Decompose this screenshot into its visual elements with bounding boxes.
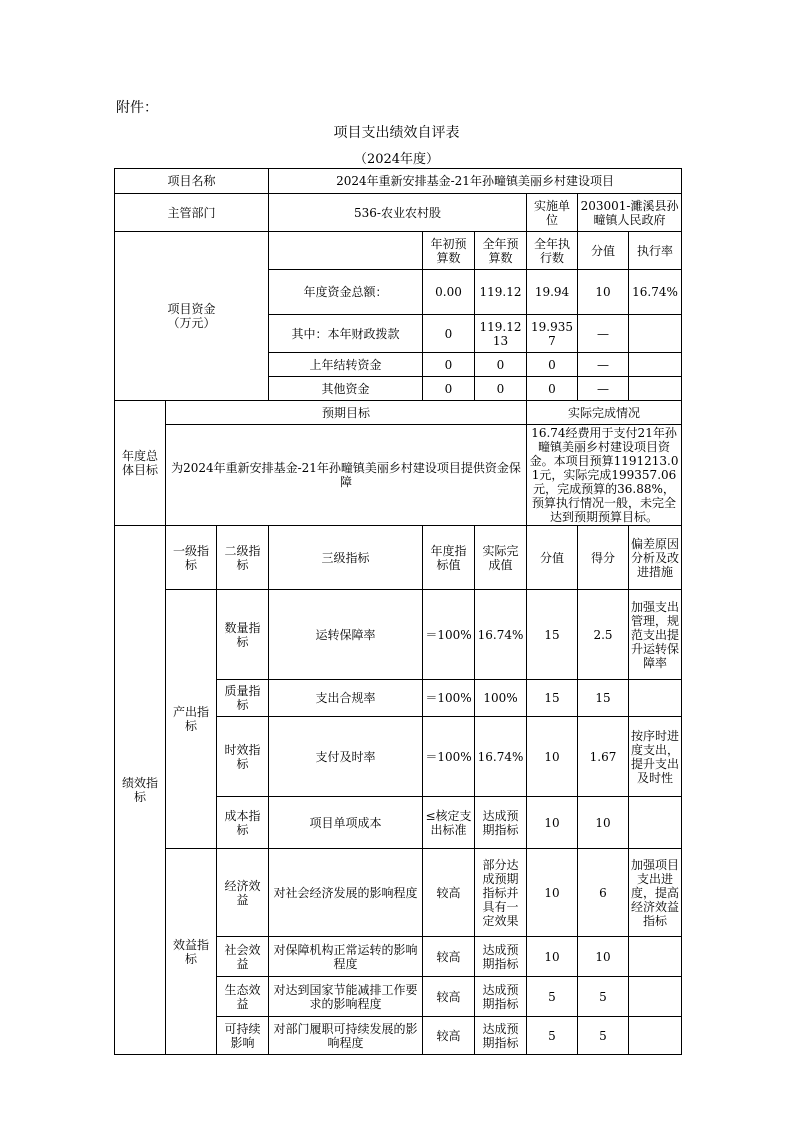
deviation-reason: [629, 937, 682, 977]
project-name: 2024年重新安排基金-21年孙疃镇美丽乡村建设项目: [269, 169, 682, 194]
dept-value: 536-农业农村股: [269, 194, 527, 232]
actual-value: 部分达成预期指标并具有一定效果: [475, 849, 527, 937]
target-value: 较高: [423, 937, 475, 977]
funds-header-cell: 年初预算数: [423, 232, 475, 270]
target-value: ≤核定支出标准: [423, 797, 475, 849]
deviation-reason: 按序时进度支出，提升支出及时性: [629, 717, 682, 797]
attachment-label: 附件：: [116, 100, 158, 116]
impl-value: 203001-濉溪县孙疃镇人民政府: [578, 194, 682, 232]
level2-indicator: 经济效益: [217, 849, 269, 937]
actual-goal-header: 实际完成情况: [527, 401, 682, 425]
year-label: （2024年度）: [353, 152, 440, 167]
score-full: 15: [527, 680, 578, 717]
funds-cell: 119.1213: [475, 315, 527, 353]
funds-row-name: 其中：本年财政拨款: [269, 315, 423, 353]
funds-cell: 0: [527, 353, 578, 377]
level3-indicator: 对保障机构正常运转的影响程度: [269, 937, 423, 977]
deviation-reason: [629, 1017, 682, 1055]
target-value: ＝100%: [423, 590, 475, 680]
funds-row-name: 上年结转资金: [269, 353, 423, 377]
score: 10: [578, 937, 629, 977]
funds-cell: 19.94: [527, 270, 578, 315]
perf-label: 绩效指标: [115, 526, 166, 1055]
funds-cell: 0: [423, 315, 475, 353]
perf-header-cell: 实际完成值: [475, 526, 527, 590]
funds-cell: [629, 353, 682, 377]
level2-indicator: 生态效益: [217, 977, 269, 1017]
funds-cell: —: [578, 353, 629, 377]
score: 5: [578, 977, 629, 1017]
funds-label: 项目资金 （万元）: [115, 232, 269, 401]
perf-header-cell: 一级指标: [166, 526, 217, 590]
target-value: ＝100%: [423, 717, 475, 797]
funds-cell: 0: [475, 353, 527, 377]
funds-cell: 119.12: [475, 270, 527, 315]
deviation-reason: 加强支出管理，规范支出提升运转保障率: [629, 590, 682, 680]
deviation-reason: 加强项目支出进度，提高经济效益指标: [629, 849, 682, 937]
score-full: 15: [527, 590, 578, 680]
funds-cell: [629, 377, 682, 401]
funds-cell: 0: [423, 353, 475, 377]
actual-value: 达成预期指标: [475, 937, 527, 977]
score: 2.5: [578, 590, 629, 680]
score: 6: [578, 849, 629, 937]
funds-header-blank: [269, 232, 423, 270]
level3-indicator: 运转保障率: [269, 590, 423, 680]
perf-header-cell: 偏差原因分析及改进措施: [629, 526, 682, 590]
score: 15: [578, 680, 629, 717]
funds-cell: [629, 315, 682, 353]
funds-cell: 16.74%: [629, 270, 682, 315]
deviation-reason: [629, 680, 682, 717]
level2-indicator: 可持续影响: [217, 1017, 269, 1055]
goals-label: 年度总体目标: [115, 401, 166, 526]
funds-header-cell: 全年执行数: [527, 232, 578, 270]
page-title: 项目支出绩效自评表: [333, 125, 460, 141]
evaluation-table: [114, 168, 682, 1055]
funds-cell: —: [578, 377, 629, 401]
actual-value: 达成预期指标: [475, 1017, 527, 1055]
level2-indicator: 时效指标: [217, 717, 269, 797]
score: 5: [578, 1017, 629, 1055]
actual-value: 100%: [475, 680, 527, 717]
level2-indicator: 数量指标: [217, 590, 269, 680]
actual-value: 16.74%: [475, 717, 527, 797]
score: 1.67: [578, 717, 629, 797]
level3-indicator: 支付及时率: [269, 717, 423, 797]
actual-goal: 16.74经费用于支付21年孙疃镇美丽乡村建设项目资金。本项目预算1191213.01元，实际完成199357.06元，完成预算的36.88%，预算执行情况一般，未完全达到预期预算目标。: [527, 425, 682, 526]
funds-row-name: 年度资金总额：: [269, 270, 423, 315]
funds-cell: 0: [475, 377, 527, 401]
score-full: 10: [527, 849, 578, 937]
level3-indicator: 对社会经济发展的影响程度: [269, 849, 423, 937]
perf-header-cell: 分值: [527, 526, 578, 590]
funds-cell: 10: [578, 270, 629, 315]
target-value: ＝100%: [423, 680, 475, 717]
perf-row: [115, 849, 682, 937]
funds-cell: 0.00: [423, 270, 475, 315]
level2-indicator: 成本指标: [217, 797, 269, 849]
deviation-reason: [629, 977, 682, 1017]
actual-value: 达成预期指标: [475, 977, 527, 1017]
target-value: 较高: [423, 849, 475, 937]
score-full: 10: [527, 937, 578, 977]
funds-cell: 19.9357: [527, 315, 578, 353]
score-full: 10: [527, 717, 578, 797]
funds-header-cell: 全年预算数: [475, 232, 527, 270]
score: 10: [578, 797, 629, 849]
level3-indicator: 支出合规率: [269, 680, 423, 717]
funds-row-name: 其他资金: [269, 377, 423, 401]
level3-indicator: 对达到国家节能减排工作要求的影响程度: [269, 977, 423, 1017]
project-name-label: 项目名称: [115, 169, 269, 194]
target-value: 较高: [423, 1017, 475, 1055]
level2-indicator: 质量指标: [217, 680, 269, 717]
perf-header-cell: 二级指标: [217, 526, 269, 590]
level1-indicator: 效益指标: [166, 849, 217, 1055]
expected-goal: 为2024年重新安排基金-21年孙疃镇美丽乡村建设项目提供资金保障: [166, 425, 527, 526]
perf-header-cell: 年度指标值: [423, 526, 475, 590]
level2-indicator: 社会效益: [217, 937, 269, 977]
expected-goal-header: 预期目标: [166, 401, 527, 425]
level3-indicator: 项目单项成本: [269, 797, 423, 849]
level3-indicator: 对部门履职可持续发展的影响程度: [269, 1017, 423, 1055]
perf-header-cell: 三级指标: [269, 526, 423, 590]
perf-row: [115, 590, 682, 680]
funds-cell: 0: [423, 377, 475, 401]
funds-header-cell: 执行率: [629, 232, 682, 270]
dept-label: 主管部门: [115, 194, 269, 232]
funds-header-cell: 分值: [578, 232, 629, 270]
perf-header-cell: 得分: [578, 526, 629, 590]
funds-cell: 0: [527, 377, 578, 401]
score-full: 10: [527, 797, 578, 849]
target-value: 较高: [423, 977, 475, 1017]
actual-value: 达成预期指标: [475, 797, 527, 849]
score-full: 5: [527, 1017, 578, 1055]
score-full: 5: [527, 977, 578, 1017]
level1-indicator: 产出指标: [166, 590, 217, 849]
deviation-reason: [629, 797, 682, 849]
impl-label: 实施单位: [527, 194, 578, 232]
actual-value: 16.74%: [475, 590, 527, 680]
funds-cell: —: [578, 315, 629, 353]
